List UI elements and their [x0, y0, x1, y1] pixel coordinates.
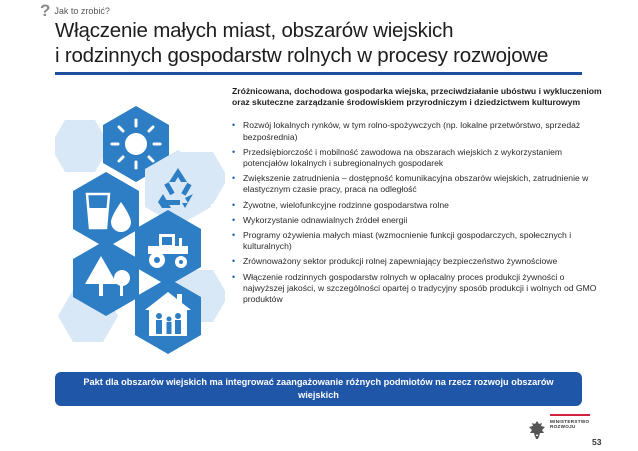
title-line-1: Włączenie małych miast, obszarów wiejskich: [55, 19, 454, 42]
water-glass-icon: [73, 172, 139, 248]
hex-light-1: [55, 120, 110, 172]
question-mark-icon: ?: [40, 1, 51, 20]
ministry-name-line-1: MINISTERSTWO: [550, 419, 590, 424]
ministry-red-bar: [550, 414, 590, 416]
list-item-text: Przedsiębiorczość i mobilność zawodowa na obszarach wiejskich z wykorzystaniem potencjałów lokalnych i subregionalnych gospodarek: [243, 146, 563, 169]
list-item: [232, 272, 602, 306]
list-item: [232, 120, 602, 142]
bullet-icon: •: [232, 230, 236, 241]
list-item: [232, 173, 602, 195]
kicker: [40, 3, 110, 19]
list-item-text: Zwiększenie zatrudnienia – dostępność komunikacyjna obszarów wiejskich, zatrudnienie w elastycznym czasie pracy, praca na odległość: [243, 173, 589, 195]
list-item: [232, 200, 602, 211]
ministry-name-line-2: ROZWOJU: [550, 424, 576, 430]
list-item-text: Zrównoważony sektor produkcji rolnej zapewniający bezpieczeństwo żywnościowe: [243, 256, 558, 267]
page-number: 53: [592, 437, 602, 447]
lead-statement: Zróżnicowana, dochodowa gospodarka wiejska, przeciwdziałanie ubóstwu i wykluczeniom oraz skuteczne zarządzanie środowiskiem przyrodniczym i dziedzictwem kulturowym: [232, 86, 602, 108]
content-column: [232, 86, 602, 309]
bullet-icon: •: [232, 120, 236, 131]
list-item: [232, 215, 602, 226]
list-item-text: Programy ożywienia małych miast (wzmocnienie funkcji gospodarczych, społecznych i kulturalnych): [243, 230, 572, 252]
kicker-label: Jak to zrobić?: [54, 6, 110, 16]
list-item-text: Włączenie rodzinnych gospodarstw rolnych w opłacalny proces produkcji żywności o najwyższej jakości, w szczególności opartej o tradycyjny sposób produkcji i wolnych od GMO produktów: [243, 271, 597, 305]
ministry-logo: [523, 414, 603, 446]
bullet-icon: •: [232, 271, 236, 282]
list-item-text: Wykorzystanie odnawialnych źródeł energii: [243, 214, 408, 225]
page-title: [55, 18, 615, 68]
list-item-text: Żywotne, wielofunkcyjne rodzinne gospodarstwa rolne: [243, 199, 449, 210]
polish-eagle-crest-icon: [527, 419, 547, 441]
pact-banner: [55, 372, 582, 406]
list-item-text: Rozwój lokalnych rynków, w tym rolno-spożywczych (np. lokalne przetwórstwo, sprzedaż bezpośrednia): [243, 120, 581, 142]
title-underline: [55, 72, 582, 75]
bullet-icon: •: [232, 146, 236, 157]
bullet-icon: •: [232, 173, 236, 184]
title-line-2: i rodzinnych gospodarstw rolnych w procesy rozwojowe: [55, 44, 549, 67]
bullet-list: [232, 120, 602, 305]
list-item: [232, 147, 602, 169]
list-item: [232, 256, 602, 267]
bullet-icon: •: [232, 214, 236, 225]
bullet-icon: •: [232, 199, 236, 210]
banner-text: Pakt dla obszarów wiejskich ma integrować zaangażowanie różnych podmiotów na rzecz rozwoju obszarów wiejskich: [83, 377, 554, 400]
hexagon-icon-cluster: [55, 100, 225, 360]
bullet-icon: •: [232, 256, 236, 267]
list-item: [232, 230, 602, 252]
ministry-name: [550, 419, 589, 430]
